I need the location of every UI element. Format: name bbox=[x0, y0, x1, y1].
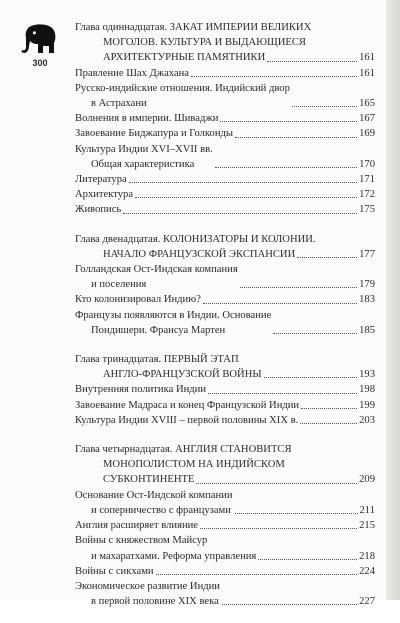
dot-leader bbox=[196, 483, 357, 484]
table-of-contents bbox=[75, 20, 375, 623]
dot-leader bbox=[135, 197, 357, 198]
toc-entry[interactable] bbox=[75, 66, 375, 81]
toc-entry-title: Завоевание Биджапура и Голконды bbox=[75, 128, 233, 140]
toc-entry[interactable] bbox=[75, 142, 375, 172]
chapter-section bbox=[75, 442, 375, 609]
toc-entry-title: Культура Индии XVIII – первой половины XIX в. bbox=[75, 414, 299, 426]
toc-entry[interactable] bbox=[75, 187, 375, 202]
toc-entry-title: Общая характеристика bbox=[91, 158, 195, 170]
chapter-section bbox=[75, 352, 375, 428]
toc-entry[interactable] bbox=[75, 413, 375, 428]
dot-leader bbox=[220, 121, 357, 122]
toc-entry[interactable] bbox=[75, 564, 375, 579]
toc-entry[interactable] bbox=[75, 202, 375, 217]
toc-page-number: 177 bbox=[359, 248, 375, 260]
toc-entry-title: в Астрахани bbox=[91, 98, 147, 110]
toc-page-number: 175 bbox=[359, 204, 375, 216]
toc-entry[interactable] bbox=[75, 308, 375, 338]
toc-entry-title: АРХИТЕКТУРНЫЕ ПАМЯТНИКИ bbox=[103, 52, 266, 64]
toc-page-number: 211 bbox=[359, 504, 375, 516]
toc-page-number: 218 bbox=[359, 550, 375, 562]
toc-page-number: 209 bbox=[359, 474, 375, 486]
toc-entry-title: Внутренняя политика Индии bbox=[75, 384, 206, 396]
toc-entry-title: и соперничество с французами bbox=[91, 504, 231, 516]
toc-entry[interactable] bbox=[75, 292, 375, 307]
chapter-title-line: Глава одиннадцатая. ЗАКАТ ИМПЕРИИ ВЕЛИКИХ bbox=[75, 22, 312, 33]
toc-entry-title: СУБКОНТИНЕНТЕ bbox=[103, 474, 195, 486]
toc-page-number: 169 bbox=[359, 128, 375, 140]
toc-page-number: 224 bbox=[359, 565, 375, 577]
toc-entry[interactable] bbox=[75, 382, 375, 397]
toc-page-number: 198 bbox=[359, 384, 375, 396]
chapter-title-entry[interactable] bbox=[75, 472, 375, 487]
chapter-title-entry[interactable] bbox=[75, 367, 375, 382]
toc-entry[interactable] bbox=[75, 533, 375, 563]
toc-entry-title: Голландская Ост-Индская компания bbox=[75, 264, 238, 276]
dot-leader bbox=[235, 513, 358, 514]
toc-entry-title: НАЧАЛО ФРАНЦУЗСКОЙ ЭКСПАНСИИ bbox=[103, 248, 296, 260]
toc-page-number: 183 bbox=[359, 294, 375, 306]
toc-entry-title: Пондишери. Франсуа Мартен bbox=[91, 324, 226, 336]
toc-page-number: 171 bbox=[359, 174, 375, 186]
toc-entry-title: Правление Шах Джахана bbox=[75, 67, 190, 79]
page-margin bbox=[20, 22, 60, 68]
toc-page-number: 215 bbox=[359, 520, 375, 532]
dot-leader bbox=[215, 167, 357, 168]
dot-leader bbox=[240, 287, 357, 288]
toc-entry-title: Культура Индии XVI–XVII вв. bbox=[75, 143, 213, 155]
chapter-title-line: Глава двенадцатая. КОЛОНИЗАТОРЫ И КОЛОНИИ. bbox=[75, 233, 316, 245]
toc-entry-title: Французы появляются в Индии. Основание bbox=[75, 309, 272, 321]
toc-entry-title: Литература bbox=[75, 174, 127, 186]
toc-entry-title: Экономическое развитие Индии bbox=[75, 580, 220, 592]
toc-entry-title: АНГЛО-ФРАНЦУЗСКОЙ ВОЙНЫ bbox=[103, 369, 262, 381]
toc-entry[interactable] bbox=[75, 81, 375, 111]
chapter-section bbox=[75, 20, 375, 218]
dot-leader bbox=[222, 604, 357, 605]
toc-page-number: 193 bbox=[359, 369, 375, 381]
chapter-title-line: МОГОЛОВ. КУЛЬТУРА И ВЫДАЮЩИЕСЯ bbox=[103, 37, 306, 49]
toc-entry[interactable] bbox=[75, 488, 375, 518]
toc-entry-title: Живопись bbox=[75, 204, 122, 216]
chapter-title-entry[interactable] bbox=[75, 50, 375, 65]
dot-leader bbox=[123, 213, 357, 214]
toc-page-number: 199 bbox=[359, 399, 375, 411]
dot-leader bbox=[191, 76, 357, 77]
chapter-title-line: Глава четырнадцатая. АНГЛИЯ СТАНОВИТСЯ bbox=[75, 444, 292, 456]
toc-entry-title: Волнения в империи. Шиваджи bbox=[75, 113, 219, 125]
dot-leader bbox=[200, 528, 357, 529]
dot-leader bbox=[301, 408, 357, 409]
toc-entry[interactable] bbox=[75, 172, 375, 187]
toc-entry-title: Архитектура bbox=[75, 189, 134, 201]
toc-page-number: 167 bbox=[359, 113, 375, 125]
toc-entry-title: Войны с сикхами bbox=[75, 565, 154, 577]
toc-entry[interactable] bbox=[75, 126, 375, 141]
dot-leader bbox=[264, 377, 358, 378]
toc-page-number: 172 bbox=[359, 189, 375, 201]
chapter-title-line: МОНОПОЛИСТОМ НА ИНДИЙСКОМ bbox=[103, 459, 285, 471]
toc-entry[interactable] bbox=[75, 262, 375, 292]
toc-page-number: 227 bbox=[359, 596, 375, 608]
dot-leader bbox=[156, 574, 358, 575]
dot-leader bbox=[235, 137, 357, 138]
toc-entry-title: Англия расширяет влияние bbox=[75, 520, 199, 532]
toc-entry-title: Основание Ост-Индской компании bbox=[75, 489, 233, 501]
toc-page-number: 203 bbox=[359, 414, 375, 426]
toc-entry-title: Войны с княжеством Майсур bbox=[75, 535, 208, 547]
toc-page-number: 165 bbox=[359, 98, 375, 110]
dot-leader bbox=[292, 106, 357, 107]
chapter-title-entry[interactable] bbox=[75, 247, 375, 262]
toc-entry[interactable] bbox=[75, 518, 375, 533]
elephant-icon bbox=[20, 22, 60, 56]
dot-leader bbox=[267, 61, 357, 62]
toc-entry-title: и махаратхами. Реформа управления bbox=[91, 550, 257, 562]
dot-leader bbox=[208, 393, 357, 394]
toc-entry-title: Русско-индийские отношения. Индийский двор bbox=[75, 82, 290, 94]
toc-entry-title: и поселения bbox=[91, 279, 147, 291]
dot-leader bbox=[129, 182, 357, 183]
chapter-section bbox=[75, 232, 375, 338]
dot-leader bbox=[203, 303, 357, 304]
dot-leader bbox=[297, 257, 357, 258]
toc-entry[interactable] bbox=[75, 111, 375, 126]
dot-leader bbox=[273, 333, 357, 334]
toc-entry-title: Завоевание Мадраса и конец Французской Индии bbox=[75, 399, 300, 411]
chapter-title-line: Глава тринадцатая. ПЕРВЫЙ ЭТАП bbox=[75, 354, 239, 366]
page-edge bbox=[386, 0, 400, 600]
dot-leader bbox=[300, 423, 357, 424]
dot-leader bbox=[258, 559, 357, 560]
toc-page-number: 161 bbox=[359, 52, 375, 64]
toc-entry[interactable] bbox=[75, 398, 375, 413]
toc-page-number: 161 bbox=[359, 67, 375, 79]
toc-entry-title: в первой половине XIX века bbox=[91, 596, 219, 608]
page-number: 300 bbox=[32, 58, 48, 68]
toc-page-number: 185 bbox=[359, 324, 375, 336]
toc-page-number: 179 bbox=[359, 279, 375, 291]
toc-entry[interactable] bbox=[75, 579, 375, 609]
toc-page-number: 170 bbox=[359, 158, 375, 170]
toc-entry-title: Кто колонизировал Индию? bbox=[75, 294, 201, 306]
